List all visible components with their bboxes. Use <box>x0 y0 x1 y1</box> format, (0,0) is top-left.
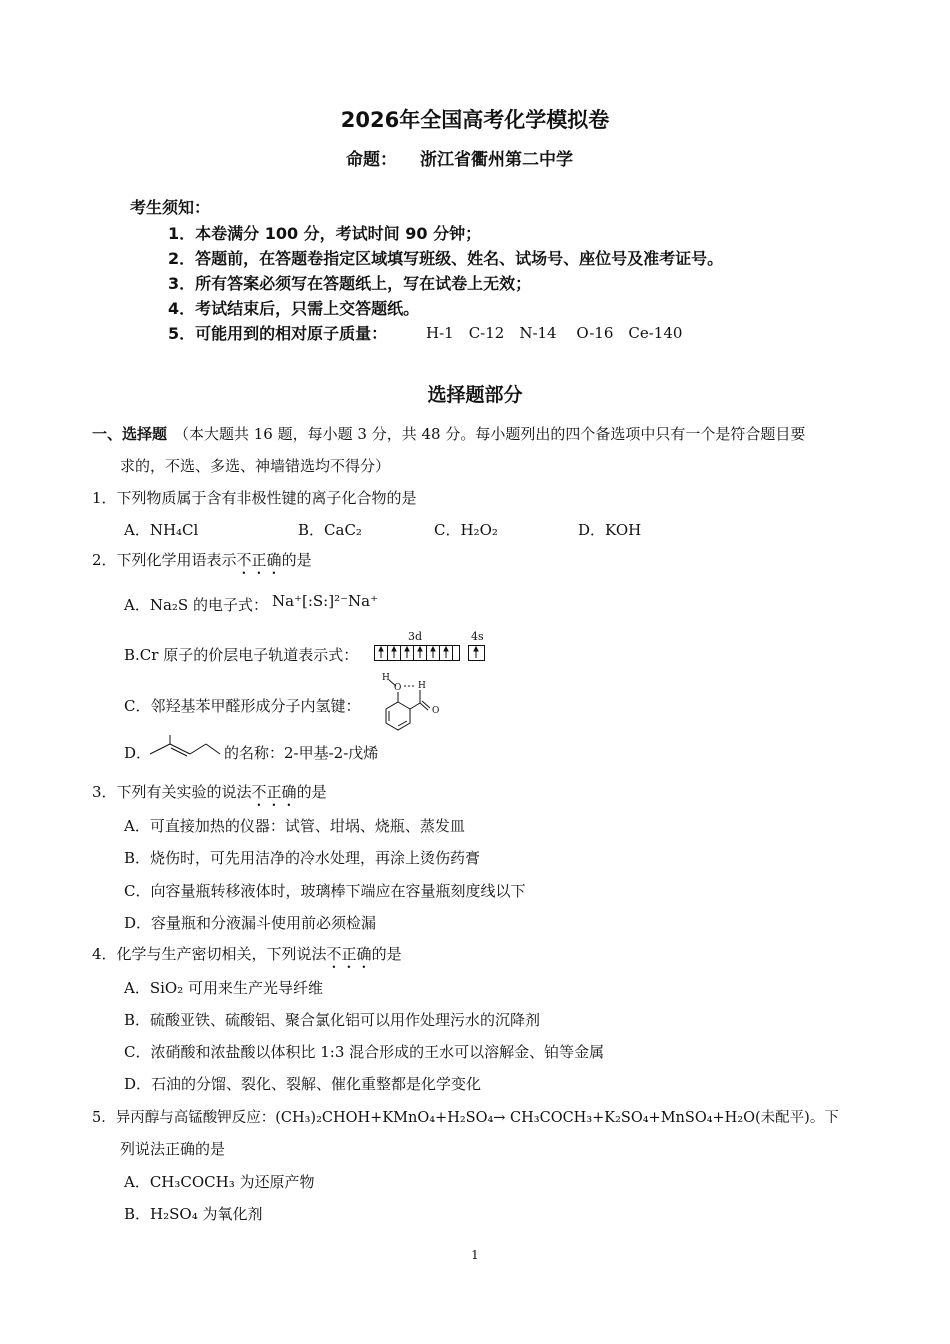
q2-c-atom-h2: H <box>418 681 426 691</box>
q3-stem-emph: 不正确 <box>251 783 297 801</box>
q2-option-c-label: C．邻羟基苯甲醛形成分子内氢键： <box>124 697 361 715</box>
up-arrow-icon <box>469 646 484 660</box>
section-instructions-line2: 求的，不选、多选、神墙错选均不得分） <box>120 457 391 475</box>
q5-option-b: B．H₂SO₄ 为氧化剂 <box>124 1205 263 1223</box>
q4-stem <box>92 943 402 972</box>
q3-option-c: C．向容量瓶转移液体时，玻璃棒下端应在容量瓶刻度线以下 <box>124 882 526 900</box>
q5-option-a: A．CH₃COCH₃ 为还原产物 <box>124 1173 315 1191</box>
q2-option-b-label: B.Cr 原子的价层电子轨道表示式： <box>124 646 359 664</box>
up-arrows-icon <box>375 646 459 660</box>
q4-option-a: A．SiO₂ 可用来生产光导纤维 <box>124 979 323 997</box>
notice-heading: 考生须知： <box>130 198 211 217</box>
q2-c-atom-o1: O <box>394 683 402 693</box>
section-instructions-line1: （本大题共 16 题，每小题 3 分，共 48 分。每小题列出的四个备选项中只有一个是符合题目要 <box>174 425 806 443</box>
q4-stem-post: 的是 <box>371 945 402 963</box>
q3-option-b: B．烧伤时，可先用洁净的冷水处理，再涂上烫伤药膏 <box>124 849 481 867</box>
q4-option-d: D．石油的分馏、裂化、裂解、催化重整都是化学变化 <box>124 1075 482 1093</box>
salicylaldehyde-structure-icon <box>376 676 448 734</box>
author-school: 浙江省衢州第二中学 <box>420 150 573 170</box>
q2-c-atom-h1: H <box>382 673 390 683</box>
q3-stem-pre: 3．下列有关实验的说法 <box>92 783 252 801</box>
section-title: 选择题部分 <box>427 384 523 406</box>
q2-stem-post: 的是 <box>281 551 312 569</box>
q2-stem-pre: 2．下列化学用语表示 <box>92 551 237 569</box>
orbital-3d-label: 3d <box>408 630 423 643</box>
q3-stem-post: 的是 <box>296 783 327 801</box>
q5-stem-line1: 5．异丙醇与高锰酸钾反应：(CH₃)₂CHOH+KMnO₄+H₂SO₄→ CH₃COCH₃+K₂SO₄+MnSO₄+H₂O(未配平)。下 <box>92 1110 839 1126</box>
notice-item-2: 2．答题前，在答题卷指定区域填写班级、姓名、试场号、座位号及准考证号。 <box>168 249 724 268</box>
q1-option-d: D．KOH <box>578 521 642 539</box>
q4-option-c: C．浓硝酸和浓盐酸以体积比 1:3 混合形成的王水可以溶解金、铂等金属 <box>124 1043 605 1061</box>
q2-c-atom-o2: O <box>432 706 440 716</box>
page-number: 1 <box>471 1248 479 1262</box>
orbital-4s-box <box>468 645 485 661</box>
q2-stem <box>92 549 312 578</box>
notice-item-1: 1．本卷满分 100 分，考试时间 90 分钟； <box>168 224 482 243</box>
q4-stem-emph: 不正确 <box>326 945 372 963</box>
methylpentene-structure-icon <box>148 734 222 760</box>
q2-option-a-label: A．Na₂S 的电子式： <box>124 596 268 614</box>
q4-option-b: B．硫酸亚铁、硫酸铝、聚合氯化铝可以用作处理污水的沉降剂 <box>124 1011 541 1029</box>
q3-option-d: D．容量瓶和分液漏斗使用前必须检漏 <box>124 914 377 932</box>
orbital-3d-boxes <box>374 645 460 661</box>
atomic-masses: H-1 C-12 N-14 O-16 Ce-140 <box>426 324 683 342</box>
q5-stem-line2: 列说法正确的是 <box>120 1140 226 1158</box>
q2-electron-formula: Na⁺[:S:]²⁻Na⁺ <box>272 592 378 610</box>
q2-stem-emph: 不正确 <box>236 551 282 569</box>
q3-stem <box>92 781 327 810</box>
orbital-4s-label: 4s <box>471 630 484 643</box>
q1-stem: 1．下列物质属于含有非极性键的离子化合物的是 <box>92 489 417 507</box>
q1-option-c: C．H₂O₂ <box>434 521 498 539</box>
q2-option-d-text: 的名称：2-甲基-2-戊烯 <box>224 744 379 762</box>
q2-option-d-label: D． <box>124 744 152 762</box>
author-label: 命题： <box>346 150 397 170</box>
notice-item-5: 5．可能用到的相对原子质量： <box>168 324 388 343</box>
q3-option-a: A．可直接加热的仪器：试管、坩埚、烧瓶、蒸发皿 <box>124 817 465 835</box>
q4-stem-pre: 4．化学与生产密切相关，下列说法 <box>92 945 327 963</box>
section-heading: 一、选择题 <box>92 425 168 443</box>
exam-title: 2026年全国高考化学模拟卷 <box>340 108 610 132</box>
q1-option-b: B．CaC₂ <box>298 521 362 539</box>
notice-item-3: 3．所有答案必须写在答题纸上，写在试卷上无效； <box>168 274 532 293</box>
notice-item-4: 4．考试结束后，只需上交答题纸。 <box>168 299 420 318</box>
q1-option-a: A．NH₄Cl <box>124 521 199 539</box>
